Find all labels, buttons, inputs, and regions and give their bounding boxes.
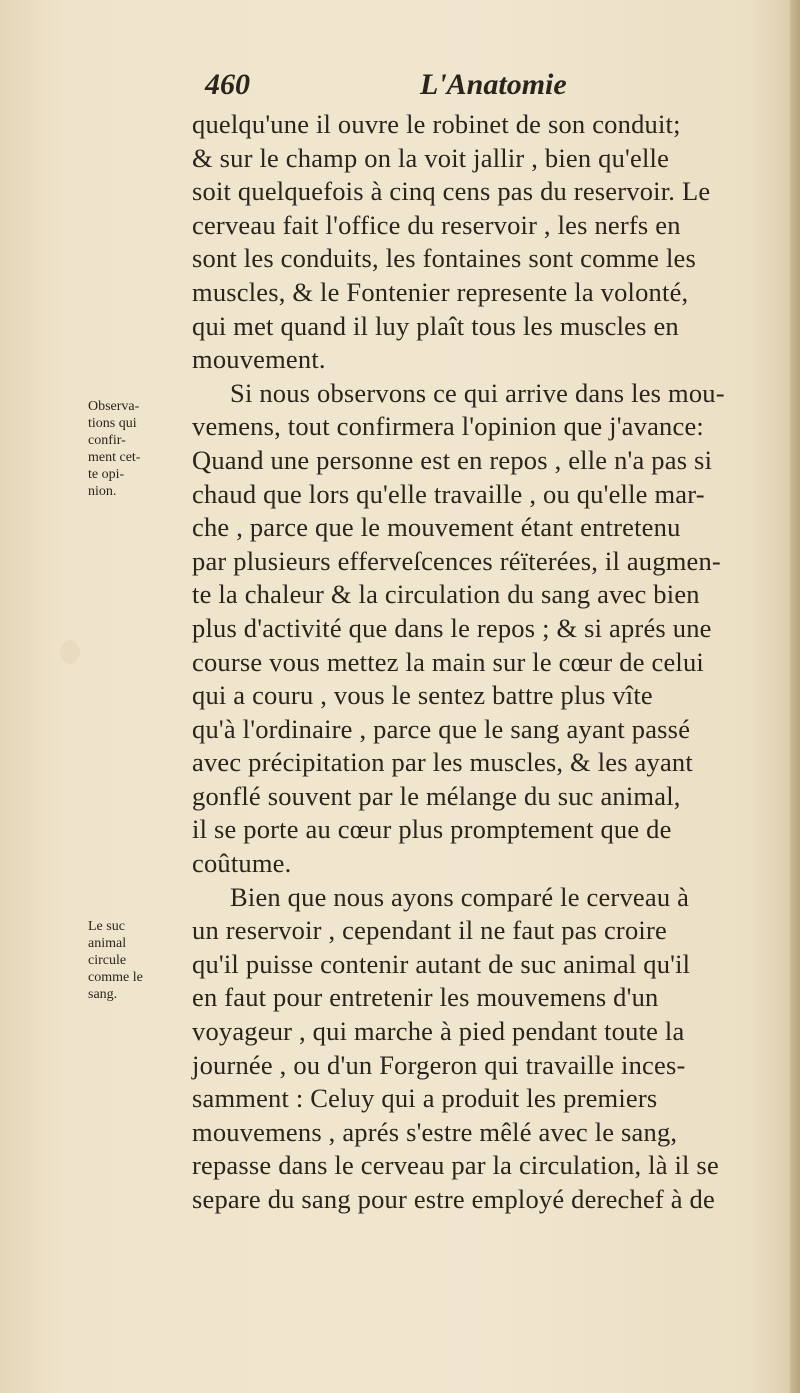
marginal-line: comme le <box>88 970 143 985</box>
page-number: 460 <box>205 68 250 101</box>
text-line: mouvemens , aprés s'estre mêlé avec le sang, <box>192 1116 678 1147</box>
text-line: muscles, & le Fontenier represente la volonté, <box>192 276 689 307</box>
text-line: un reservoir , cependant il ne faut pas croire <box>192 915 667 946</box>
marginal-line: circule <box>88 953 127 968</box>
marginal-note-2 <box>88 918 183 1003</box>
text-line: Bien que nous ayons comparé le cerveau à <box>230 881 690 912</box>
text-line: cerveau fait l'office du reservoir , les nerfs en <box>192 209 681 240</box>
paragraph-2 <box>192 377 772 881</box>
paragraph-3 <box>192 881 772 1217</box>
text-line: qu'il puisse contenir autant de suc animal qu'il <box>192 948 691 979</box>
paper-stain <box>60 640 80 664</box>
marginal-line: Le suc <box>88 919 125 934</box>
marginal-line: ment cet- <box>88 450 141 465</box>
marginal-line: sang. <box>88 987 118 1002</box>
text-line: samment : Celuy qui a produit les premiers <box>192 1083 658 1114</box>
text-line: il se porte au cœur plus promptement que de <box>192 814 672 845</box>
paragraph-1 <box>192 108 772 377</box>
text-line: mouvement. <box>192 344 326 375</box>
page-edge <box>790 0 800 1393</box>
text-line: avec précipitation par les muscles, & les ayant <box>192 747 693 778</box>
text-line: Si nous observons ce qui arrive dans les mou- <box>230 377 725 408</box>
text-line: & sur le champ on la voit jallir , bien qu'elle <box>192 142 670 173</box>
text-line: vemens, tout confirmera l'opinion que j'avance: <box>192 411 704 442</box>
text-line: gonflé souvent par le mélange du suc animal, <box>192 780 681 811</box>
text-line: course vous mettez la main sur le cœur de celui <box>192 646 704 677</box>
text-line: che , parce que le mouvement étant entretenu <box>192 512 681 543</box>
text-line: soit quelquefois à cinq cens pas du reservoir. Le <box>192 176 711 207</box>
text-line: qu'à l'ordinaire , parce que le sang ayant passé <box>192 713 691 744</box>
text-line: quelqu'une il ouvre le robinet de son conduit; <box>192 109 681 139</box>
text-line: plus d'activité que dans le repos ; & si aprés une <box>192 612 712 643</box>
text-line: sont les conduits, les fontaines sont comme les <box>192 243 696 274</box>
text-line: qui met quand il luy plaît tous les muscles en <box>192 310 679 341</box>
text-line: coûtume. <box>192 848 292 879</box>
text-line: qui a couru , vous le sentez battre plus vîte <box>192 680 653 711</box>
marginal-line: tions qui <box>88 416 137 431</box>
marginal-note-1 <box>88 398 183 500</box>
text-line: Quand une personne est en repos , elle n'a pas si <box>192 444 713 475</box>
text-line: te la chaleur & la circulation du sang avec bien <box>192 579 700 610</box>
marginal-line: confir- <box>88 433 126 448</box>
text-line: par plusieurs efferveſcences réïterées, il augmen- <box>192 545 721 576</box>
marginal-line: te opi- <box>88 467 125 482</box>
text-line: voyageur , qui marche à pied pendant toute la <box>192 1016 685 1047</box>
marginal-line: animal <box>88 936 127 951</box>
main-text <box>192 108 772 1217</box>
text-line: repasse dans le cerveau par la circulation, là il se <box>192 1150 719 1181</box>
text-line: separe du sang pour estre employé derechef à de <box>192 1184 715 1214</box>
text-line: en faut pour entretenir les mouvemens d'un <box>192 982 659 1013</box>
page-header <box>205 68 765 108</box>
text-line: chaud que lors qu'elle travaille , ou qu'elle mar- <box>192 478 705 509</box>
text-line: journée , ou d'un Forgeron qui travaille inces- <box>192 1049 686 1080</box>
marginal-line: nion. <box>88 484 117 499</box>
marginal-line: Observa- <box>88 399 140 414</box>
running-title: L'Anatomie <box>420 68 567 101</box>
